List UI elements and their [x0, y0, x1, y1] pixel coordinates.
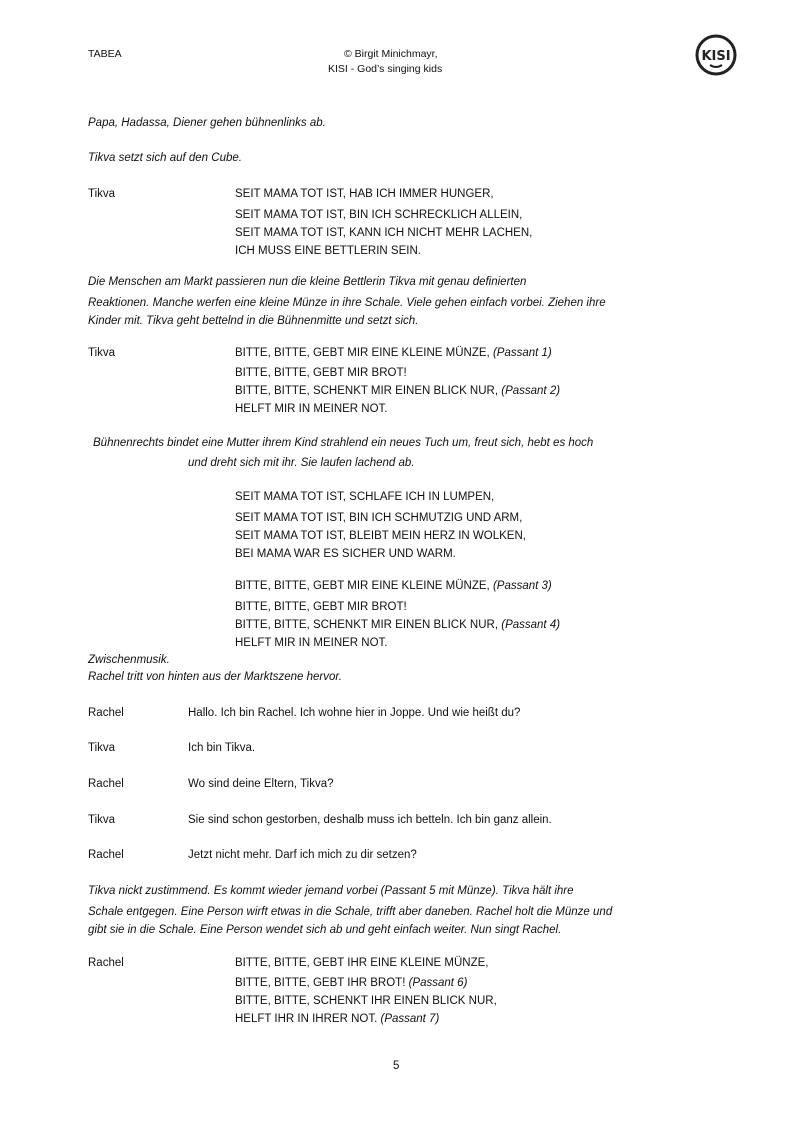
stage-direction: Tikva setzt sich auf den Cube. [88, 152, 242, 164]
dialogue-line: Sie sind schon gestorben, deshalb muss ich betteln. Ich bin ganz allein. [188, 814, 552, 826]
lyric-line [235, 1012, 439, 1026]
stage-direction: Rachel tritt von hinten aus der Marktszene hervor. [88, 671, 342, 683]
speaker-name: Tikva [88, 814, 116, 826]
lyric-line: ICH MUSS EINE BETTLERIN SEIN. [235, 245, 421, 257]
dialogue-line: Hallo. Ich bin Rachel. Ich wohne hier in Joppe. Und wie heißt du? [188, 707, 521, 719]
svg-text:KISI: KISI [701, 49, 731, 64]
speaker-name: Tikva [88, 742, 116, 754]
dialogue-line: Ich bin Tikva. [188, 742, 256, 754]
lyric-line [235, 402, 388, 416]
lyric-text: BITTE, BITTE, SCHENKT MIR EINEN BLICK NUR, [235, 619, 499, 631]
lyric-line: SEIT MAMA TOT IST, BLEIBT MEIN HERZ IN WOLKEN, [235, 530, 526, 542]
stage-direction: Schale entgegen. Eine Person wirft etwas in die Schale, trifft aber daneben. Rachel holt die Münze und [88, 906, 613, 918]
dialogue-line: Jetzt nicht mehr. Darf ich mich zu dir setzen? [188, 849, 417, 861]
speaker-name: Rachel [88, 707, 124, 719]
lyric-text: BITTE, BITTE, GEBT MIR EINE KLEINE MÜNZE, [235, 347, 490, 359]
lyric-line: SEIT MAMA TOT IST, BIN ICH SCHRECKLICH ALLEIN, [235, 209, 523, 221]
lyric-line [235, 618, 560, 632]
lyric-line [235, 976, 467, 990]
lyric-line: BEI MAMA WAR ES SICHER UND WARM. [235, 548, 456, 560]
lyric-note: (Passant 4) [501, 619, 561, 631]
lyric-text: HELFT MIR IN MEINER NOT. [235, 637, 388, 649]
lyric-line: SEIT MAMA TOT IST, KANN ICH NICHT MEHR LACHEN, [235, 227, 533, 239]
stage-direction: Papa, Hadassa, Diener gehen bühnenlinks ab. [88, 117, 326, 129]
lyric-line [235, 346, 552, 360]
header-organization: KISI - God’s singing kids [328, 63, 443, 75]
header-left-title: TABEA [88, 48, 122, 60]
stage-direction: Kinder mit. Tikva geht bettelnd in die Bühnenmitte und setzt sich. [88, 315, 419, 327]
stage-direction: Die Menschen am Markt passieren nun die kleine Bettlerin Tikva mit genau definierten [88, 276, 527, 288]
lyric-note: (Passant 6) [408, 977, 468, 989]
speaker-name: Rachel [88, 957, 124, 969]
lyric-line [235, 366, 407, 380]
stage-direction: Zwischenmusik. [88, 654, 170, 666]
lyric-line [235, 994, 497, 1008]
stage-direction: Reaktionen. Manche werfen eine kleine Münze in ihre Schale. Viele gehen einfach vorbei. Ziehen ihre [88, 297, 606, 309]
lyric-text: BITTE, BITTE, GEBT MIR EINE KLEINE MÜNZE, [235, 580, 490, 592]
speaker-name: Tikva [88, 188, 116, 200]
page-number: 5 [393, 1060, 400, 1072]
speaker-name: Rachel [88, 849, 124, 861]
speaker-name: Rachel [88, 778, 124, 790]
stage-direction: Tikva nickt zustimmend. Es kommt wieder jemand vorbei (Passant 5 mit Münze). Tikva hält ihre [88, 885, 574, 897]
lyric-note: (Passant 1) [492, 347, 552, 359]
header-copyright: © Birgit Minichmayr, [344, 48, 438, 60]
lyric-text: BITTE, BITTE, GEBT MIR BROT! [235, 367, 407, 379]
lyric-text: HELFT IHR IN IHRER NOT. [235, 1013, 378, 1025]
lyric-line: SEIT MAMA TOT IST, BIN ICH SCHMUTZIG UND ARM, [235, 512, 523, 524]
dialogue-line: Wo sind deine Eltern, Tikva? [188, 778, 334, 790]
lyric-line: SEIT MAMA TOT IST, SCHLAFE ICH IN LUMPEN, [235, 491, 495, 503]
lyric-line: SEIT MAMA TOT IST, HAB ICH IMMER HUNGER, [235, 188, 494, 200]
lyric-text: BITTE, BITTE, GEBT IHR EINE KLEINE MÜNZE, [235, 957, 489, 969]
lyric-line [235, 579, 552, 593]
lyric-note: (Passant 7) [380, 1013, 440, 1025]
stage-direction: und dreht sich mit ihr. Sie laufen lachend ab. [188, 457, 415, 469]
lyric-text: BITTE, BITTE, SCHENKT IHR EINEN BLICK NUR, [235, 995, 497, 1007]
lyric-text: BITTE, BITTE, GEBT IHR BROT! [235, 977, 406, 989]
lyric-text: BITTE, BITTE, SCHENKT MIR EINEN BLICK NUR, [235, 385, 499, 397]
lyric-note: (Passant 3) [492, 580, 552, 592]
kisi-logo [695, 34, 737, 76]
lyric-line [235, 600, 407, 614]
stage-direction: gibt sie in die Schale. Eine Person wendet sich ab und geht einfach weiter. Nun singt Rachel. [88, 924, 562, 936]
lyric-line [235, 384, 560, 398]
lyric-note: (Passant 2) [501, 385, 561, 397]
lyric-line [235, 956, 488, 970]
lyric-line [235, 636, 388, 650]
lyric-text: BITTE, BITTE, GEBT MIR BROT! [235, 601, 407, 613]
stage-direction: Bühnenrechts bindet eine Mutter ihrem Kind strahlend ein neues Tuch um, freut sich, hebt es hoch [93, 437, 594, 449]
lyric-text: HELFT MIR IN MEINER NOT. [235, 403, 388, 415]
speaker-name: Tikva [88, 347, 116, 359]
